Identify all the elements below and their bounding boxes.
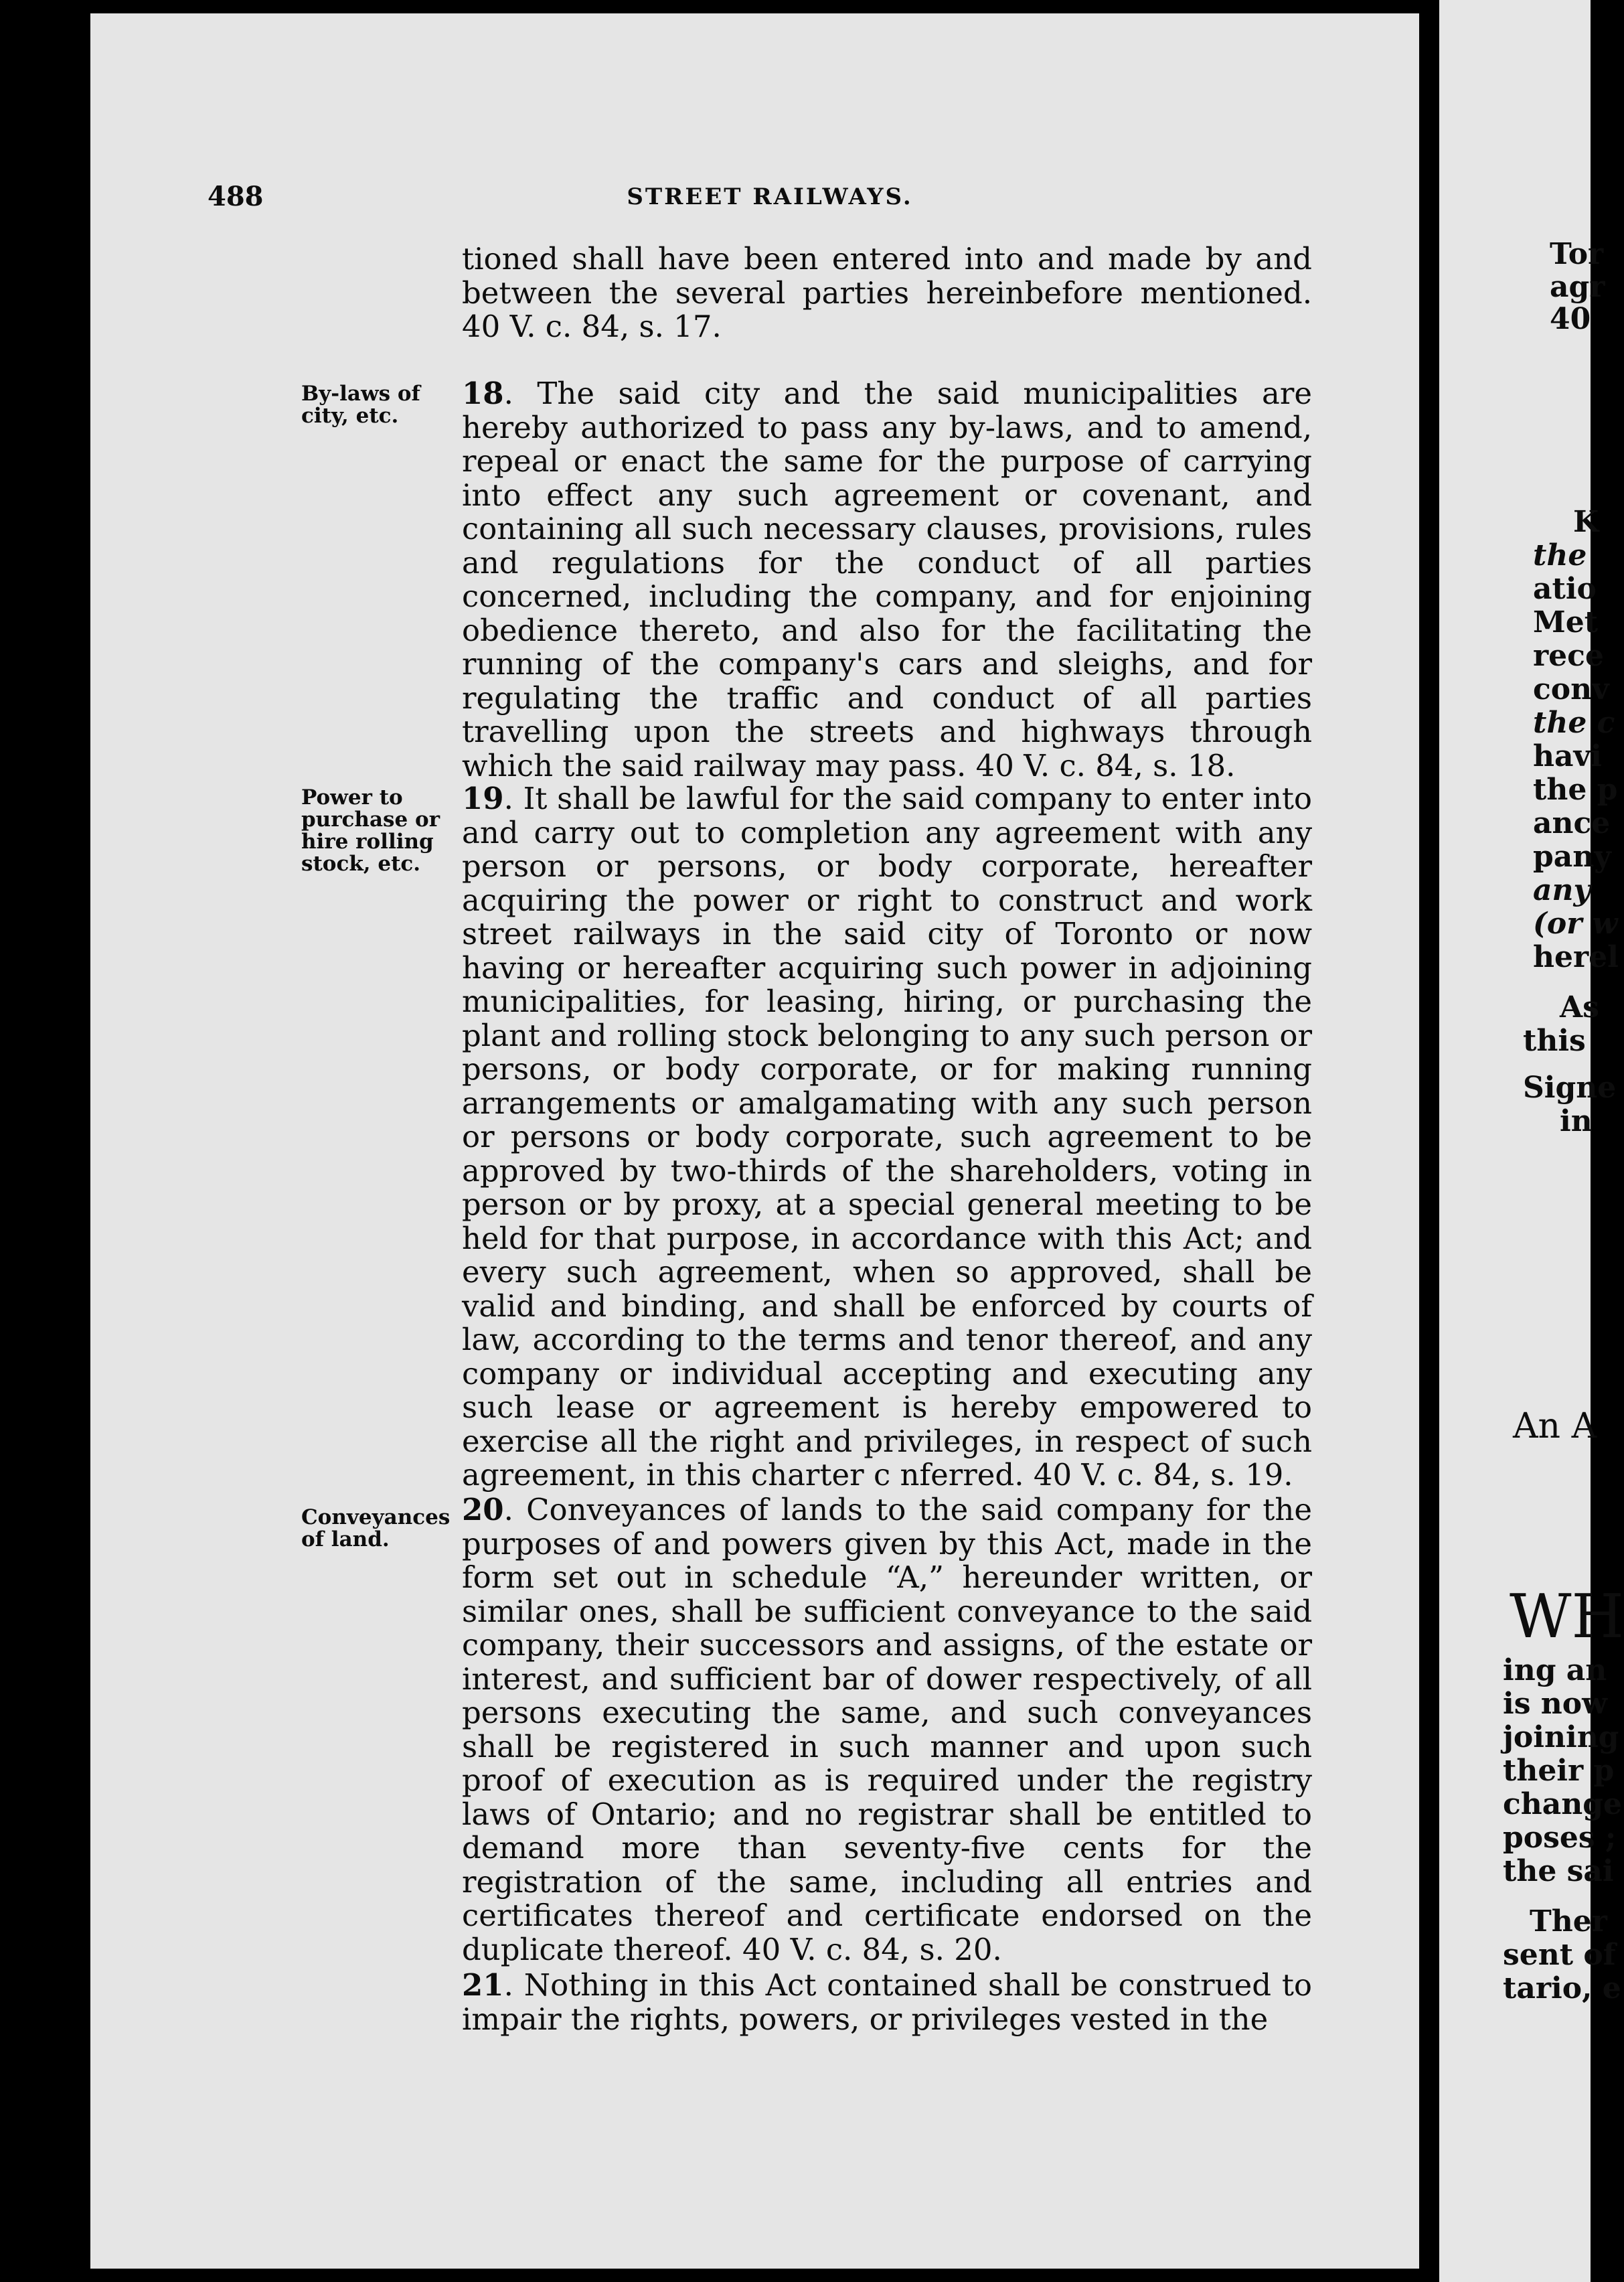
scan-border-left	[0, 0, 90, 2282]
facing-line: change	[1503, 1787, 1623, 1821]
facing-line: this	[1523, 1024, 1586, 1058]
facing-line: pany	[1533, 840, 1611, 874]
facing-line: sent of	[1503, 1938, 1616, 1972]
facing-line: poses ;	[1503, 1821, 1617, 1855]
facing-line: (or w	[1533, 907, 1618, 941]
section-number: 20	[462, 1492, 504, 1527]
facing-drop-cap: WH	[1510, 1582, 1624, 1652]
section-number: 21	[462, 1967, 504, 2003]
margin-note-by-laws: By-laws of city, etc.	[301, 382, 420, 428]
facing-line: Signe	[1523, 1071, 1617, 1105]
facing-line: agr	[1550, 270, 1605, 304]
facing-line: tario, e	[1503, 1971, 1621, 2005]
section-text: . It shall be lawful for the said company to enter into and carry out to completion any agreement with any person or persons, or body corporate, hereafter acquiring the power or right to construct and work street railways in the said city of Toronto or now having or hereafter acquiring such power in adjoining municipalities, for leasing, hiring, or purchasing the plant and rolling stock belonging to any such person or persons, or body corporate, or for making running arrangements or amalgamating with any such person or persons or body corporate, such agreement to be approved by two-thirds of the shareholders, voting in person or by proxy, at a special general meeting to be held for that purpose, in accordance with this Act; and every such agreement, when so approved, shall be valid and binding, and shall be enforced by courts of law, according to the terms and tenor thereof, and any company or individual accepting and executing any such lease or agreement is hereby empowered to exercise all the right and privileges, in respect of such agreement, in this charter c nferred. 40 V. c. 84, s. 19.	[462, 781, 1312, 1493]
facing-line: ing an	[1503, 1653, 1607, 1687]
facing-line: any	[1533, 873, 1591, 907]
running-head: STREET RAILWAYS.	[627, 183, 913, 210]
facing-title: An A	[1513, 1406, 1597, 1446]
facing-line: conv	[1533, 672, 1609, 706]
facing-line: joining	[1503, 1720, 1619, 1754]
facing-line: rece	[1533, 639, 1604, 673]
section-18	[462, 377, 1312, 783]
facing-line: K	[1573, 505, 1599, 539]
facing-line: Tor	[1550, 237, 1604, 271]
facing-line: the sai	[1503, 1854, 1614, 1888]
facing-line: havi	[1533, 739, 1602, 773]
margin-note-rolling-stock: Power to purchase or hire rolling stock, etc.	[301, 785, 440, 876]
section-number: 19	[462, 781, 504, 816]
facing-line: Ther	[1530, 1904, 1607, 1938]
page-header	[208, 181, 1332, 221]
facing-line: is now	[1503, 1687, 1608, 1721]
facing-line: 40	[1550, 302, 1591, 336]
section-text: . Nothing in this Act contained shall be construed to impair the rights, powers, or privileges vested in the	[462, 1967, 1312, 2037]
margin-note-conveyances: Conveyances of land.	[301, 1505, 451, 1551]
section-19	[462, 782, 1312, 1493]
facing-line: herel	[1533, 940, 1619, 974]
facing-page	[1439, 0, 1624, 2282]
facing-line: ance	[1533, 806, 1611, 840]
facing-line: the p	[1533, 773, 1618, 807]
section-text: . Conveyances of lands to the said company for the purposes of and powers given by this Act, made in the form set out in schedule “A,” hereunder written, or similar ones, shall be sufficient conveyance to the said company, their successors and assigns, of the estate or interest, and sufficient bar of dower respectively, of all persons executing the same, and such conveyances shall be registered in such manner and upon such proof of execution as is required under the registry laws of Ontario; and no registrar shall be entitled to demand more than seventy-five cents for the registration of the same, including all entries and certificates thereof and certificate endorsed on the duplicate thereof. 40 V. c. 84, s. 20.	[462, 1492, 1312, 1967]
facing-line: their p	[1503, 1754, 1615, 1788]
section-text: . The said city and the said municipalities are hereby authorized to pass any by-laws, and to amend, repeal or enact the same for the purpose of carrying into effect any such agreement or covenant, and containing all such necessary clauses, provisions, rules and regulations for the conduct of all parties concerned, including the company, and for enjoining obedience thereto, and also for the facilitating the running of the company's cars and sleighs, and for regulating the traffic and conduct of all parties travelling upon the streets and highways through which the said railway may pass. 40 V. c. 84, s. 18.	[462, 376, 1312, 783]
section-17-continuation	[462, 242, 1312, 344]
page-number: 488	[208, 181, 264, 212]
facing-line: in	[1560, 1104, 1593, 1138]
facing-line: atio	[1533, 572, 1597, 606]
facing-line: Met	[1533, 605, 1599, 639]
facing-line: As	[1560, 990, 1599, 1024]
section-text: tioned shall have been entered into and made by and between the several parties hereinbefore mentioned. 40 V. c. 84, s. 17.	[462, 241, 1312, 344]
facing-line: the c	[1533, 706, 1615, 740]
section-number: 18	[462, 376, 504, 411]
section-20	[462, 1493, 1312, 1967]
facing-line: the	[1533, 538, 1587, 573]
section-21	[462, 1969, 1312, 2036]
